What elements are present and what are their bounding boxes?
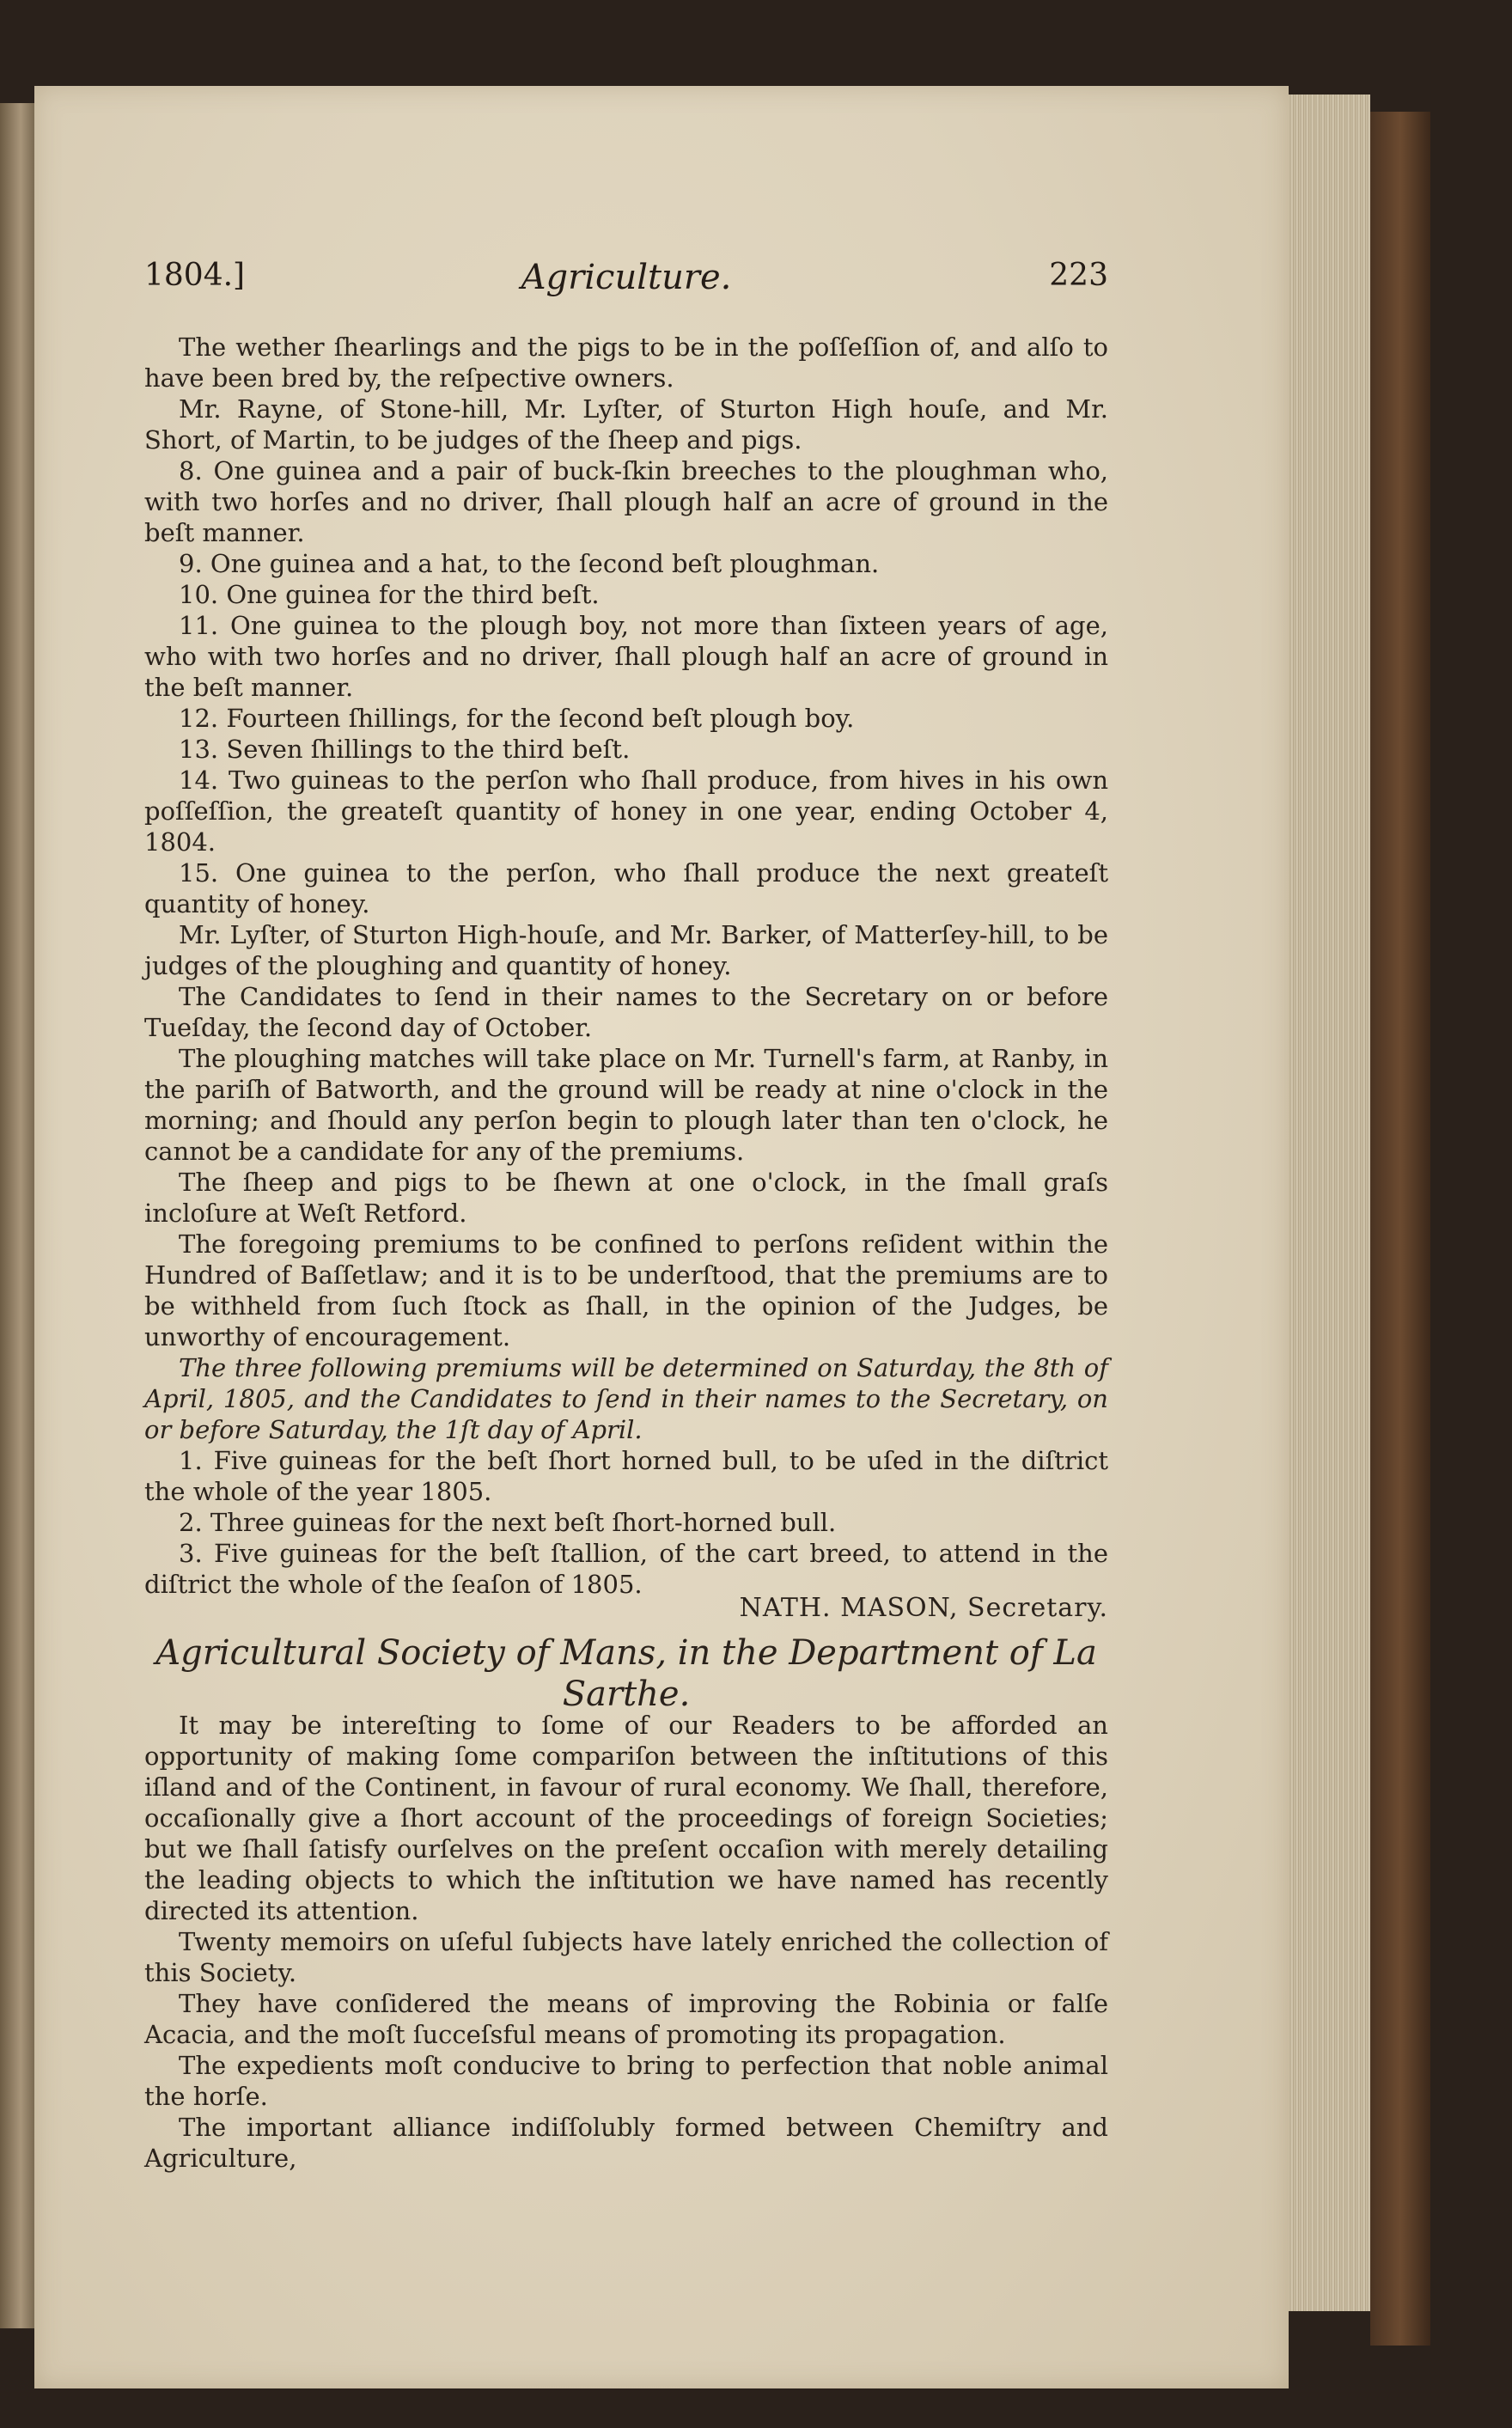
paragraph: It may be intereſting to ſome of our Readers to be afforded an opportunity of making ſome compariſon between the inſtitutions of this iſland and of the Continent, in favour of rural economy. We ſhall, therefore, occaſionally give a ſhort account of the proceedings of foreign Societies; but we ſhall ſatisfy ourſelves on the preſent occaſion with merely detailing the leading objects to which the inſtitution we have named has recently directed its attention. bbox=[144, 1711, 1108, 1925]
paragraph: The ploughing matches will take place on Mr. Turnell's farm, at Ranby, in the pariſh of Batworth, and the ground will be ready at nine o'clock in the morning; and ſhould any perſon begin to plough later than ten o'clock, he cannot be a candidate for any of the premiums. bbox=[144, 1044, 1108, 1166]
body-text bbox=[144, 332, 1108, 1600]
paragraph: 2. Three guineas for the next beſt ſhort-horned bull. bbox=[179, 1508, 837, 1537]
section-body-text bbox=[144, 1710, 1108, 2174]
paragraph: The Candidates to ſend in their names to the Secretary on or before Tueſday, the ſecond day of October. bbox=[144, 982, 1108, 1042]
paragraph: 13. Seven ſhillings to the third beſt. bbox=[179, 735, 631, 764]
paragraph: 14. Two guineas to the perſon who ſhall produce, from hives in his own poſſeſſion, the greateſt quantity of honey in one year, ending October 4, 1804. bbox=[144, 766, 1108, 857]
running-head bbox=[144, 258, 1108, 301]
paragraph: 15. One guinea to the perſon, who ſhall produce the next greateſt quantity of honey. bbox=[144, 858, 1108, 918]
facing-page-edge bbox=[0, 103, 34, 2328]
paragraph: 3. Five guineas for the beſt ſtallion, of the cart breed, to attend in the diſtrict the whole of the ſeaſon of 1805. bbox=[144, 1539, 1108, 1599]
book-cover-edge bbox=[1370, 112, 1430, 2346]
paragraph: The expedients moſt conducive to bring to perfection that noble animal the horſe. bbox=[144, 2051, 1108, 2111]
paragraph: Mr. Lyſter, of Sturton High-houſe, and Mr. Barker, of Matterſey-hill, to be judges of the ploughing and quantity of honey. bbox=[144, 920, 1108, 980]
paragraph: The wether ſhearlings and the pigs to be in the poſſeſſion of, and alſo to have been bred by, the reſpective owners. bbox=[144, 332, 1108, 393]
paragraph: 10. One guinea for the third beſt. bbox=[179, 580, 600, 609]
page-edges bbox=[1289, 95, 1370, 2311]
signature: NATH. MASON, Secretary. bbox=[739, 1593, 1108, 1623]
paragraph: 8. One guinea and a pair of buck-ſkin breeches to the ploughman who, with two horſes and no driver, ſhall plough half an acre of ground in the beſt manner. bbox=[144, 456, 1108, 547]
italic-paragraph: The three following premiums will be determined on Saturday, the 8th of April, 1805, and the Candidates to ſend in their names to the Secretary, on or before Saturday, the 1ſt day of April. bbox=[144, 1353, 1108, 1444]
paragraph: 1. Five guineas for the beſt ſhort horned bull, to be uſed in the diſtrict the whole of the year 1805. bbox=[144, 1446, 1108, 1506]
paragraph: They have conſidered the means of improving the Robinia or falſe Acacia, and the moſt ſucceſsful means of promoting its propagation. bbox=[144, 1989, 1108, 2049]
section-title: Agricultural Society of Mans, in the Department of La Sarthe. bbox=[155, 1633, 1097, 1714]
paragraph: Mr. Rayne, of Stone-hill, Mr. Lyſter, of Sturton High houſe, and Mr. Short, of Martin, to be judges of the ſheep and pigs. bbox=[144, 394, 1108, 454]
paragraph: The important alliance indiſſolubly formed between Chemiſtry and Agriculture, bbox=[144, 2113, 1108, 2173]
paragraph: 12. Fourteen ſhillings, for the ſecond beſt plough boy. bbox=[179, 704, 855, 733]
paragraph: 9. One guinea and a hat, to the ſecond beſt ploughman. bbox=[179, 549, 880, 578]
running-head-title: Agriculture. bbox=[521, 258, 732, 297]
paragraph: 11. One guinea to the plough boy, not more than ſixteen years of age, who with two horſes and no driver, ſhall plough half an acre of ground in the beſt manner. bbox=[144, 611, 1108, 702]
paragraph: The ſheep and pigs to be ſhewn at one o'clock, in the ſmall graſs incloſure at Weſt Retford. bbox=[144, 1168, 1108, 1228]
paragraph: The foregoing premiums to be confined to perſons reſident within the Hundred of Baſſetlaw; and it is to be underſtood, that the premiums are to be withheld from ſuch ſtock as ſhall, in the opinion of the Judges, be unworthy of encouragement. bbox=[144, 1229, 1108, 1351]
paragraph: Twenty memoirs on uſeful ſubjects have lately enriched the collection of this Society. bbox=[144, 1927, 1108, 1987]
running-head-year: 1804.] bbox=[144, 258, 246, 293]
page-number: 223 bbox=[1049, 258, 1108, 293]
